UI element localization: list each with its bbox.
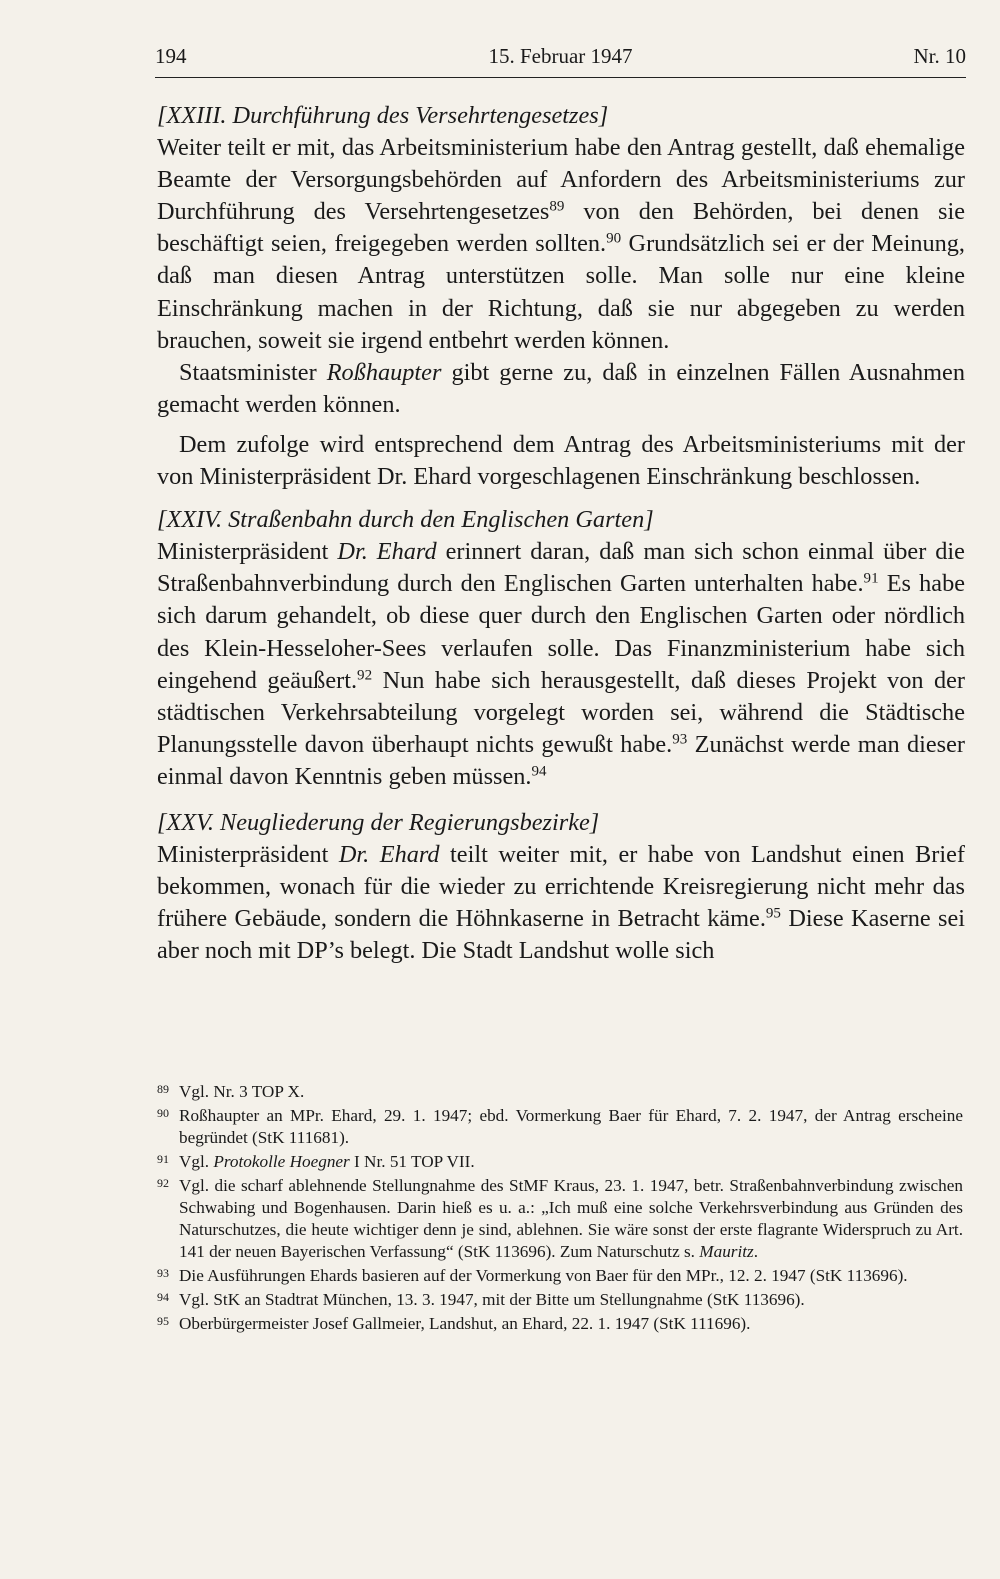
footnote: 91 Vgl. Protokolle Hoegner I Nr. 51 TOP VII.	[157, 1151, 963, 1173]
footnote-number: 92	[157, 1176, 169, 1190]
document-number: Nr. 10	[913, 44, 966, 68]
footnote-number: 89	[157, 1082, 169, 1096]
person-name: Dr. Ehard	[338, 841, 440, 869]
footnote-ref: 94	[531, 763, 547, 780]
footnote-number: 94	[157, 1290, 169, 1304]
paragraph: Ministerpräsident Dr. Ehard erinnert daran, daß man sich schon einmal über die Straßenbahnverbindung durch den Englischen Garten unterhalten habe.$^{91}$ Es habe sich darum gehandelt, ob diese quer durch den Englischen Garten oder nördlich des Klein-Hesseloher-Sees verlaufen solle. Das Finanzministerium habe sich eingehend geäußert.$^{92}$ Nun habe sich herausgestellt, daß dieses Projekt von der städtischen Verkehrsabteilung vorgelegt worden sei, während die Städtische Planungsstelle davon überhaupt nichts gewußt habe.$^{93}$ Zunächst werde man dieser einmal davon Kenntnis geben müssen.$^{94}$	[157, 538, 965, 790]
main-text	[157, 100, 965, 967]
footnote: 92 Vgl. die scharf ablehnende Stellungnahme des StMF Kraus, 23. 1. 1947, betr. Straßenbahnverbindung zwischen Schwabing und Bogenhausen. Darin hieß es u. a.: „Ich muß eine solche Verkehrsverbindung aus Gründen des Naturschutzes, die heute wichtiger denn je sind, ablehnen. Sie wäre sonst der erste flagrante Widerspruch zu Art. 141 der neuen Bayerischen Verfassung“ (StK 113696). Zum Naturschutz s. Mauritz.	[157, 1175, 963, 1263]
footnote: 90 Roßhaupter an MPr. Ehard, 29. 1. 1947; ebd. Vormerkung Baer für Ehard, 7. 2. 1947, der Antrag erscheine begründet (StK 111681).	[157, 1105, 963, 1149]
person-name: Roßhaupter	[326, 358, 442, 386]
paragraph: Ministerpräsident Dr. Ehard teilt weiter mit, er habe von Landshut einen Brief bekommen, wonach für die wieder zu errichtende Kreisregierung nicht mehr das frühere Gebäude, sondern die Höhnkaserne in Betracht käme.$^{95}$ Diese Kaserne sei aber noch mit DP’s belegt. Die Stadt Landshut wolle sich	[157, 841, 965, 965]
footnote-number: 91	[157, 1152, 169, 1166]
footnote: 93 Die Ausführungen Ehards basieren auf der Vormerkung von Baer für den MPr., 12. 2. 1947 (StK 113696).	[157, 1265, 963, 1287]
section-heading-xxiv: [XXIV. Straßenbahn durch den Englischen Garten]	[157, 506, 654, 534]
header-rule	[155, 77, 966, 78]
footnote-number: 95	[157, 1314, 169, 1328]
footnotes	[157, 1081, 963, 1337]
page-number: 194	[155, 44, 187, 68]
paragraph: Weiter teilt er mit, das Arbeitsministerium habe den Antrag gestellt, daß ehemalige Beamte der Versorgungsbehörden auf Anfordern des Arbeitsministeriums zur Durchführung des Versehrtengesetzes$^{89}$ von den Behörden, bei denen sie beschäftigt seien, freigegeben werden sollten.$^{90}$ Grundsätzlich sei er der Meinung, daß man diesen Antrag unterstützen solle. Man solle nur eine kleine Einschränkung machen in der Richtung, daß sie nur abgegeben zu werden brauchen, soweit sie irgend entbehrt werden können.	[157, 134, 965, 354]
header-date: 15. Februar 1947	[488, 44, 633, 68]
person-name: Dr. Ehard	[337, 538, 437, 566]
footnote-number: 90	[157, 1106, 169, 1120]
section-heading-xxv: [XXV. Neugliederung der Regierungsbezirke]	[157, 808, 600, 836]
footnote: 95 Oberbürgermeister Josef Gallmeier, Landshut, an Ehard, 22. 1. 1947 (StK 111696).	[157, 1313, 963, 1335]
footnote: 89 Vgl. Nr. 3 TOP X.	[157, 1081, 963, 1103]
section-heading-xxiii: [XXIII. Durchführung des Versehrtengesetzes]	[157, 102, 609, 129]
paragraph: Dem zufolge wird entsprechend dem Antrag des Arbeitsministeriums mit der von Ministerpräsident Dr. Ehard vorgeschlagenen Einschränkung beschlossen.	[157, 430, 965, 491]
footnote-ref: 90	[606, 231, 622, 248]
footnote-ref: 89	[549, 199, 565, 215]
footnote-ref: 95	[765, 905, 781, 922]
footnote: 94 Vgl. StK an Stadtrat München, 13. 3. 1947, mit der Bitte um Stellungnahme (StK 113696).	[157, 1289, 963, 1311]
paragraph: Staatsminister Roßhaupter gibt gerne zu, daß in einzelnen Fällen Ausnahmen gemacht werden können.	[157, 358, 965, 418]
footnote-number: 93	[157, 1266, 169, 1280]
footnote-ref: 92	[357, 667, 373, 684]
running-header	[155, 44, 966, 74]
footnote-ref: 93	[672, 731, 688, 748]
footnote-ref: 91	[863, 571, 879, 588]
